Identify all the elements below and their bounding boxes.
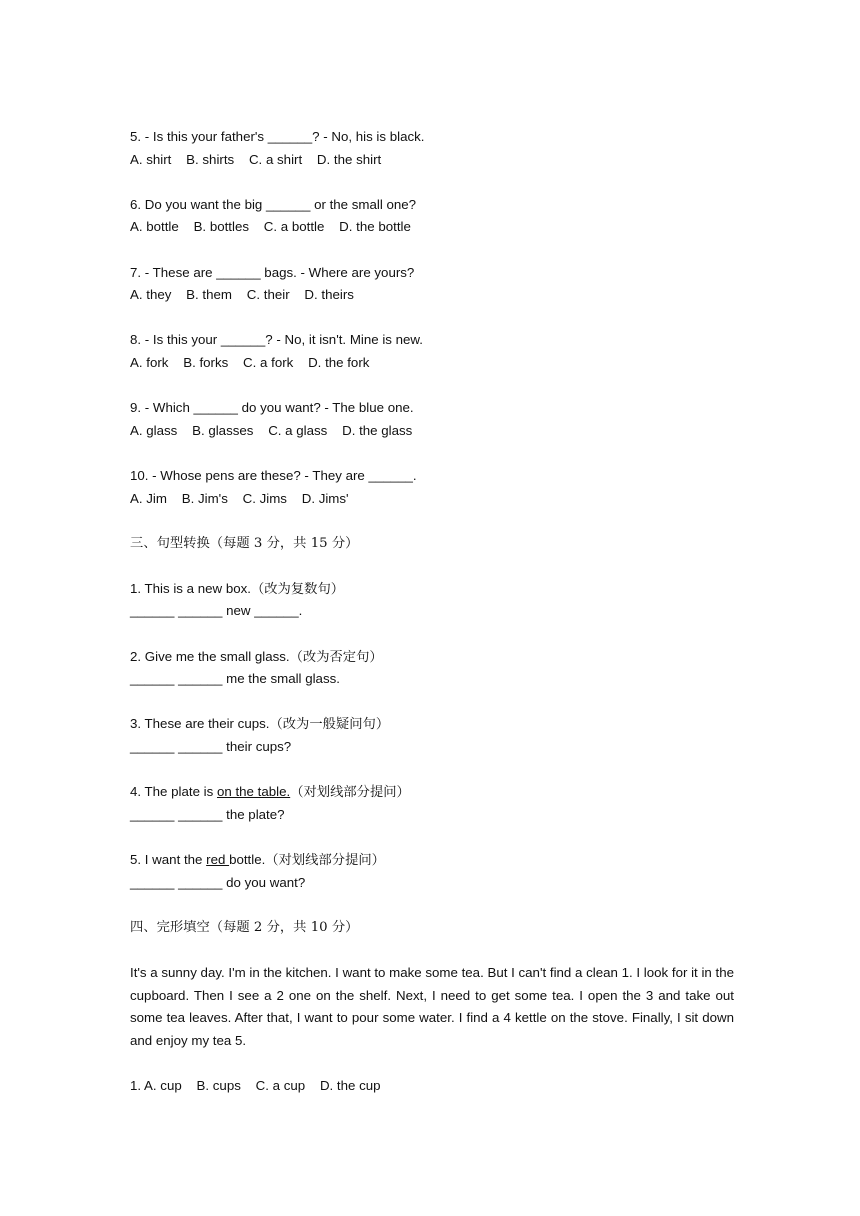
transform-item-1 xyxy=(130,578,734,623)
transform-item-3 xyxy=(130,713,734,758)
cloze-passage: It's a sunny day. I'm in the kitchen. I want to make some tea. But I can't find a clean 1. I look for it in the cupboard. Then I see a 2 one on the shelf. Next, I need to get some tea. I open the 3 and take out some tea leaves. After that, I want to pour some water. I find a 4 kettle on the stove. Finally, I sit down and enjoy my tea 5. xyxy=(130,964,734,1048)
question-9 xyxy=(130,397,734,442)
answer-options: A. fork B. forks C. a fork D. the fork xyxy=(130,354,370,370)
question-text: 2. Give me the small glass. xyxy=(130,648,290,664)
question-text: 7. - These are ______ bags. - Where are yours? xyxy=(130,264,415,280)
answer-options: A. bottle B. bottles C. a bottle D. the bottle xyxy=(130,219,411,235)
answer-blank-line: ______ ______ do you want? xyxy=(130,874,306,890)
transform-question xyxy=(130,646,734,669)
transform-item-5 xyxy=(130,849,734,894)
instruction-note: （对划线部分提问） xyxy=(265,853,385,868)
question-text: 6. Do you want the big ______ or the small one? xyxy=(130,196,417,212)
transform-question xyxy=(130,849,734,872)
question-text: 10. - Whose pens are these? - They are ______. xyxy=(130,467,417,483)
question-6 xyxy=(130,194,734,239)
answer-blank-line: ______ ______ the plate? xyxy=(130,806,285,822)
transform-item-2 xyxy=(130,646,734,691)
transform-question xyxy=(130,713,734,736)
question-text: 4. The plate is xyxy=(130,784,217,800)
question-text-end: bottle. xyxy=(229,852,266,867)
question-10 xyxy=(130,465,734,510)
underlined-phrase: on the table. xyxy=(216,784,291,800)
answer-blank-line: ______ ______ me the small glass. xyxy=(130,671,340,687)
transform-question xyxy=(130,578,734,601)
cloze-question-1-options: 1. A. cup B. cups C. a cup D. the cup xyxy=(130,1077,381,1093)
document-page xyxy=(130,126,734,1098)
transform-question xyxy=(130,781,734,804)
instruction-note: （对划线部分提问） xyxy=(290,785,410,801)
instruction-note: （改为复数句） xyxy=(250,581,345,597)
question-5 xyxy=(130,126,734,171)
answer-options: A. Jim B. Jim's C. Jims D. Jims' xyxy=(130,490,349,506)
answer-blank-line: ______ ______ their cups? xyxy=(130,739,292,755)
section-3-heading: 三、句型转换（每题 3 分，共 15 分） xyxy=(130,535,359,551)
question-8 xyxy=(130,329,734,374)
answer-options: A. glass B. glasses C. a glass D. the glass xyxy=(130,422,413,438)
instruction-note: （改为一般疑问句） xyxy=(269,717,390,733)
question-text: 8. - Is this your ______? - No, it isn't. Mine is new. xyxy=(130,332,423,348)
question-text: 3. These are their cups. xyxy=(130,716,270,732)
question-text: 5. - Is this your father's ______? - No, his is black. xyxy=(130,129,425,144)
question-7 xyxy=(130,262,734,307)
section-4-heading: 四、完形填空（每题 2 分，共 10 分） xyxy=(130,919,359,935)
instruction-note: （改为否定句） xyxy=(289,649,383,665)
question-text: 1. This is a new box. xyxy=(130,580,251,596)
underlined-phrase: red xyxy=(206,852,230,867)
answer-options: A. they B. them C. their D. theirs xyxy=(130,287,354,303)
answer-options: A. shirt B. shirts C. a shirt D. the shirt xyxy=(130,151,382,167)
transform-item-4 xyxy=(130,781,734,826)
question-text: 5. I want the xyxy=(130,852,207,867)
question-text: 9. - Which ______ do you want? - The blue one. xyxy=(130,400,414,416)
answer-blank-line: ______ ______ new ______. xyxy=(130,603,303,619)
